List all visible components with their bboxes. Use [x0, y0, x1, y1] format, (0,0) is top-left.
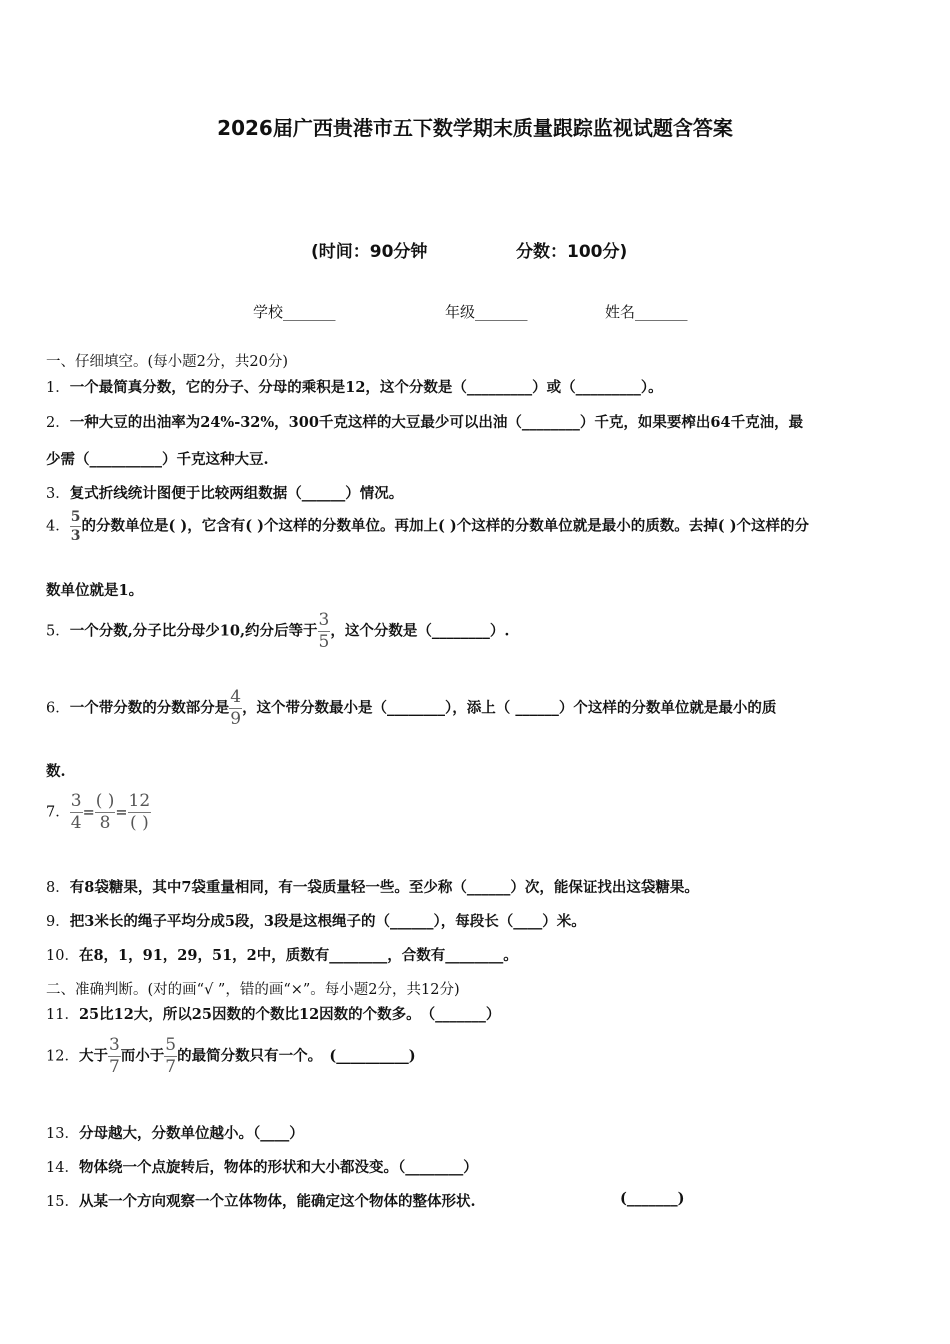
equals-sign: =	[115, 804, 128, 821]
question-13	[46, 1122, 304, 1143]
question-text: 把3米长的绳子平均分成5段，3段是这根绳子的（______），每段长（____）米。	[69, 913, 586, 930]
fraction: $\frac{3}{7}$	[108, 1035, 120, 1077]
question-6-continued: 数.	[46, 763, 66, 780]
question-number: 12．	[46, 1048, 79, 1065]
question-text-after: ，这个带分数最小是（________），添上（ ______）个这样的分数单位就是最小的质	[242, 699, 777, 717]
question-number: 10．	[46, 948, 79, 964]
question-12	[46, 1037, 416, 1076]
question-number: 9．	[46, 914, 70, 930]
question-14	[46, 1156, 478, 1177]
question-number: 4．	[46, 518, 70, 535]
question-text: 有8袋糖果，其中7袋重量相同，有一袋质量轻一些。至少称（______）次，能保证找出这袋糖果。	[69, 879, 699, 896]
question-number: 11．	[46, 1007, 79, 1023]
question-4-continued: 数单位就是1。	[46, 582, 144, 599]
fraction: $\frac{12}{( )}$	[128, 791, 151, 833]
question-text: 一个分数,分子比分母少10,约分后等于	[69, 622, 318, 640]
question-text: 复式折线统计图便于比较两组数据（______）情况。	[69, 485, 404, 502]
question-number: 2．	[46, 415, 70, 431]
question-text: 一个最简真分数，它的分子、分母的乘积是12，这个分数是（_________）或（_________）。	[69, 379, 663, 396]
fraction: $\frac{3}{5}$	[318, 610, 330, 652]
question-number: 14．	[46, 1160, 79, 1176]
question-9	[46, 910, 586, 931]
question-number: 1．	[46, 380, 70, 396]
question-text-after: ，这个分数是（________）.	[330, 622, 510, 640]
exam-score: 分数：100分)	[516, 242, 628, 262]
question-8	[46, 876, 699, 897]
question-number: 8．	[46, 880, 70, 896]
question-text: 的最简分数只有一个。 (__________)	[177, 1047, 416, 1065]
question-text: 25比12大，所以25因数的个数比12因数的个数多。 （_______）	[78, 1006, 501, 1023]
answer-blank: (_______)	[620, 1190, 685, 1207]
question-11	[46, 1003, 500, 1024]
name-field: 姓名_______	[605, 303, 688, 321]
question-5	[46, 612, 509, 651]
question-text: 从某一个方向观察一个立体物体，能确定这个物体的整体形状.	[78, 1193, 476, 1210]
fraction: $\frac{5}{7}$	[165, 1035, 177, 1077]
question-6	[46, 689, 776, 728]
question-text: 在8，1，91，29，51，2中，质数有________，合数有________。	[78, 947, 518, 964]
fraction: $\frac{4}{9}$	[230, 687, 242, 729]
question-text: 分母越大，分数单位越小。（____）	[78, 1125, 304, 1142]
question-text: 一种大豆的出油率为24%-32%，300千克这样的大豆最少可以出油（________）千克，如果要榨出64千克油，最	[69, 414, 804, 431]
question-15	[46, 1190, 476, 1211]
question-2-continued: 少需（__________）千克这种大豆.	[46, 451, 269, 468]
fraction: $\frac{3}{4}$	[70, 791, 82, 833]
exam-time: (时间：90分钟	[311, 242, 428, 262]
question-number: 3．	[46, 486, 70, 502]
question-number: 5．	[46, 623, 70, 640]
question-10	[46, 944, 518, 965]
question-2	[46, 411, 803, 432]
question-3	[46, 482, 403, 503]
school-field: 学校_______	[253, 303, 336, 321]
question-text: 物体绕一个点旋转后，物体的形状和大小都没变。（________）	[78, 1159, 478, 1176]
equals-sign: =	[82, 804, 95, 821]
page-title: 2026届广西贵港市五下数学期末质量跟踪监视试题含答案	[217, 116, 733, 140]
fraction: $\frac{5}{3}$	[70, 509, 81, 544]
section-1-title: 一、仔细填空。(每小题2分，共20分)	[46, 354, 288, 370]
question-number: 15．	[46, 1194, 79, 1210]
question-text: 而小于	[120, 1047, 165, 1065]
grade-field: 年级_______	[445, 303, 528, 321]
question-4	[46, 510, 809, 543]
question-number: 6．	[46, 700, 70, 717]
question-number: 13．	[46, 1126, 79, 1142]
question-text: 的分数单位是( )，它含有( )个这样的分数单位。再加上( )个这样的分数单位就是最小的质数。去掉( )个这样的分	[81, 517, 810, 535]
question-number: 7．	[46, 804, 70, 821]
question-7	[46, 793, 151, 832]
fraction: $\frac{( )}{8}$	[95, 791, 115, 833]
question-text: 一个带分数的分数部分是	[69, 699, 230, 717]
question-1	[46, 376, 663, 397]
question-text: 大于	[78, 1047, 108, 1065]
section-2-title: 二、准确判断。(对的画“√ ”，错的画“×”。每小题2分，共12分)	[46, 982, 460, 998]
